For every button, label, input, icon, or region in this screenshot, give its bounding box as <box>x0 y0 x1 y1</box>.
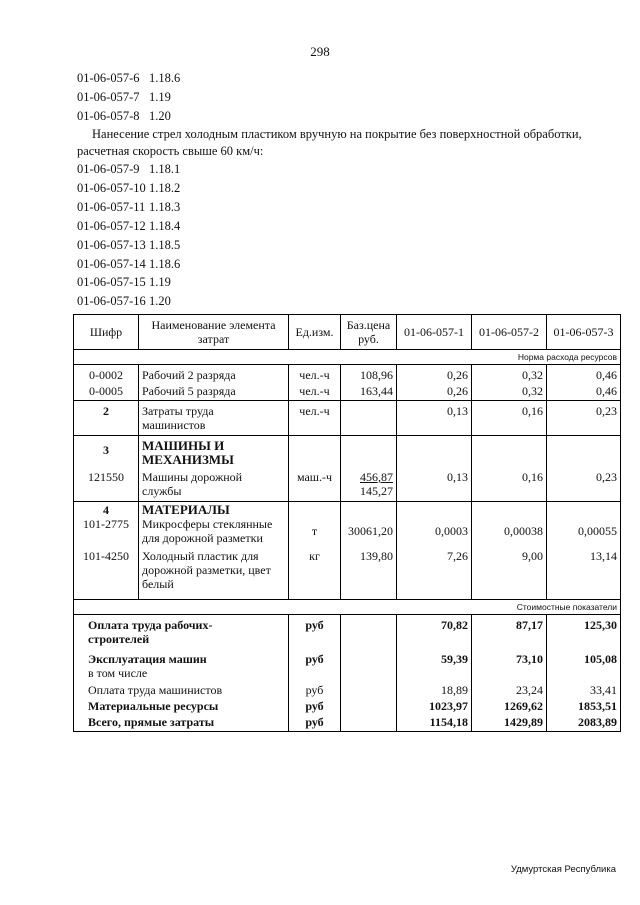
summary-label-line: Эксплуатация машин <box>88 652 207 666</box>
row-value-1: 0,0003 <box>397 517 472 549</box>
code: 01-06-057-6 <box>77 71 140 85</box>
row-name: Рабочий 2 разряда <box>139 365 289 383</box>
row-value-1: 7,26 <box>397 549 472 600</box>
code: 01-06-057-13 <box>77 237 146 252</box>
code: 01-06-057-15 <box>77 275 146 290</box>
ref: 1.19 <box>149 275 171 290</box>
row-unit: чел.-ч <box>289 401 341 436</box>
band-norms <box>74 350 621 365</box>
summary-label: Всего, прямые затраты <box>74 713 289 732</box>
header-col2: 01-06-057-2 <box>472 315 547 350</box>
resource-norms-table <box>73 314 621 732</box>
row-code: 0-0002 <box>74 365 139 383</box>
row-code: 2 <box>74 401 139 436</box>
row-code: 0-0005 <box>74 382 139 401</box>
header-col3: 01-06-057-3 <box>547 315 621 350</box>
summary-label: Оплата труда машинистов <box>74 680 289 697</box>
table-row <box>74 517 621 549</box>
row-price-line: 456,87 <box>360 470 393 484</box>
summary-value-3: 2083,89 <box>547 713 621 732</box>
section-title-line: МАШИНЫ И <box>142 438 225 453</box>
row-name-line: Микросферы стеклянные <box>142 517 273 531</box>
code-row <box>77 217 180 236</box>
row-value-1: 0,13 <box>397 401 472 436</box>
code: 01-06-057-10 <box>77 180 146 195</box>
code-list-top <box>77 69 180 126</box>
empty-cell <box>341 680 397 697</box>
summary-value-2: 1269,62 <box>472 697 547 713</box>
row-value-1: 0,26 <box>397 365 472 383</box>
row-price: 30061,20 <box>341 517 397 549</box>
code-list-bottom <box>77 160 180 311</box>
summary-value-1: 1154,18 <box>397 713 472 732</box>
row-value-1: 0,13 <box>397 467 472 502</box>
row-name: Рабочий 5 разряда <box>139 382 289 401</box>
row-unit: маш.-ч <box>289 467 341 502</box>
summary-value-1: 18,89 <box>397 680 472 697</box>
summary-value-1: 70,82 <box>397 615 472 647</box>
row-value-3: 0,23 <box>547 467 621 502</box>
summary-row <box>74 713 621 732</box>
row-name-line: машинистов <box>142 418 206 432</box>
summary-row <box>74 680 621 697</box>
code-row <box>77 198 180 217</box>
table-header-row <box>74 315 621 350</box>
empty-cell <box>472 502 547 518</box>
summary-value-3: 105,08 <box>547 646 621 680</box>
ref: 1.20 <box>149 294 171 309</box>
summary-label <box>74 615 289 647</box>
summary-value-2: 87,17 <box>472 615 547 647</box>
summary-label: Материальные ресурсы <box>74 697 289 713</box>
section-row-machines <box>74 436 621 468</box>
ref: 1.18.1 <box>149 162 181 176</box>
code: 01-06-057-16 <box>77 294 146 309</box>
row-value-1: 0,26 <box>397 382 472 401</box>
code: 01-06-057-8 <box>77 108 140 123</box>
row-value-3: 13,14 <box>547 549 621 600</box>
header-price: Баз.цена руб. <box>341 315 397 350</box>
code: 01-06-057-7 <box>77 89 140 104</box>
summary-value-3: 1853,51 <box>547 697 621 713</box>
row-value-2: 0,00038 <box>472 517 547 549</box>
summary-value-2: 1429,89 <box>472 713 547 732</box>
row-code: 101-2775 <box>74 517 139 549</box>
table-row <box>74 382 621 401</box>
header-col1: 01-06-057-1 <box>397 315 472 350</box>
section-title: МАТЕРИАЛЫ <box>139 502 289 518</box>
row-price: 139,80 <box>341 549 397 600</box>
summary-value-2: 73,10 <box>472 646 547 680</box>
code-row <box>77 160 180 179</box>
row-name <box>139 549 289 600</box>
empty-cell <box>341 697 397 713</box>
section-description <box>77 126 612 160</box>
row-unit: кг <box>289 549 341 600</box>
page-footer: Удмуртская Республика <box>510 864 616 875</box>
empty-cell <box>289 436 341 468</box>
row-value-3: 0,00055 <box>547 517 621 549</box>
table-row <box>74 365 621 383</box>
section-code: 3 <box>74 436 139 468</box>
code: 01-06-057-9 <box>77 162 140 176</box>
summary-value-3: 125,30 <box>547 615 621 647</box>
empty-cell <box>547 436 621 468</box>
ref: 1.20 <box>149 108 171 123</box>
row-name-line: Затраты труда <box>142 404 214 418</box>
row-name-line: службы <box>142 484 182 498</box>
summary-value-1: 1023,97 <box>397 697 472 713</box>
section-row-materials <box>74 502 621 518</box>
header-code: Шифр <box>74 315 139 350</box>
row-name-line: для дорожной разметки <box>142 531 263 545</box>
summary-value-3: 33,41 <box>547 680 621 697</box>
summary-row <box>74 646 621 680</box>
empty-cell <box>341 615 397 647</box>
summary-label-line: строителей <box>88 632 150 646</box>
header-unit: Ед.изм. <box>289 315 341 350</box>
ref: 1.19 <box>149 89 171 104</box>
ref: 1.18.5 <box>149 237 181 252</box>
summary-unit: руб <box>289 646 341 680</box>
table-row <box>74 401 621 436</box>
row-price <box>341 467 397 502</box>
section-title <box>139 436 289 468</box>
ref: 1.18.3 <box>149 199 181 214</box>
empty-cell <box>472 436 547 468</box>
row-price: 108,96 <box>341 365 397 383</box>
empty-cell <box>289 502 341 518</box>
summary-label <box>74 646 289 680</box>
row-name-line: Машины дорожной <box>142 470 243 484</box>
summary-label-line: Оплата труда рабочих- <box>88 618 213 632</box>
row-name-line: Холодный пластик для <box>142 549 259 563</box>
summary-label-line: в том числе <box>88 666 148 680</box>
row-value-2: 0,16 <box>472 467 547 502</box>
row-value-2: 9,00 <box>472 549 547 600</box>
code: 01-06-057-11 <box>77 199 146 214</box>
summary-unit: руб <box>289 697 341 713</box>
row-code: 101-4250 <box>74 549 139 600</box>
empty-cell <box>341 646 397 680</box>
code-row <box>77 179 180 198</box>
row-code: 121550 <box>74 467 139 502</box>
ref: 1.18.2 <box>149 180 181 195</box>
empty-cell <box>397 436 472 468</box>
row-name <box>139 401 289 436</box>
code-row <box>77 255 180 274</box>
row-value-3: 0,46 <box>547 382 621 401</box>
band-norms-label: Норма расхода ресурсов <box>74 350 621 365</box>
code: 01-06-057-14 <box>77 256 146 271</box>
empty-cell <box>397 502 472 518</box>
section-title-line: МЕХАНИЗМЫ <box>142 452 234 467</box>
row-unit: чел.-ч <box>289 382 341 401</box>
empty-cell <box>341 713 397 732</box>
row-name-line: дорожной разметки, цвет <box>142 563 271 577</box>
table-row <box>74 467 621 502</box>
band-costs-label: Стоимостные показатели <box>74 600 621 615</box>
description-line-1: Нанесение стрел холодным пластиком вручную на покрытие без поверхностной обработки, <box>92 127 582 141</box>
row-value-2: 0,16 <box>472 401 547 436</box>
code-row <box>77 69 180 88</box>
page-number: 298 <box>310 44 330 59</box>
ref: 1.18.6 <box>149 256 181 271</box>
row-price <box>341 401 397 436</box>
code-row <box>77 292 180 311</box>
empty-cell <box>341 502 397 518</box>
summary-value-2: 23,24 <box>472 680 547 697</box>
summary-value-1: 59,39 <box>397 646 472 680</box>
row-value-2: 0,32 <box>472 382 547 401</box>
ref: 1.18.6 <box>149 71 181 85</box>
empty-cell <box>341 436 397 468</box>
code: 01-06-057-12 <box>77 218 146 233</box>
code-row <box>77 88 180 107</box>
row-value-3: 0,46 <box>547 365 621 383</box>
code-row <box>77 236 180 255</box>
row-price-line: 145,27 <box>360 484 393 498</box>
description-line-2: расчетная скорость свыше 60 км/ч: <box>77 144 264 158</box>
row-price: 163,44 <box>341 382 397 401</box>
summary-row <box>74 615 621 647</box>
code-row <box>77 273 180 292</box>
summary-unit: руб <box>289 680 341 697</box>
section-code: 4 <box>74 502 139 518</box>
ref: 1.18.4 <box>149 218 181 233</box>
row-name <box>139 517 289 549</box>
row-unit: чел.-ч <box>289 365 341 383</box>
row-unit: т <box>289 517 341 549</box>
band-costs <box>74 600 621 615</box>
row-value-2: 0,32 <box>472 365 547 383</box>
summary-unit: руб <box>289 615 341 647</box>
empty-cell <box>547 502 621 518</box>
row-value-3: 0,23 <box>547 401 621 436</box>
header-name: Наименование элемента затрат <box>139 315 289 350</box>
row-name <box>139 467 289 502</box>
code-row <box>77 107 180 126</box>
table-row <box>74 549 621 600</box>
summary-unit: руб <box>289 713 341 732</box>
row-name-line: белый <box>142 577 174 591</box>
summary-row <box>74 697 621 713</box>
